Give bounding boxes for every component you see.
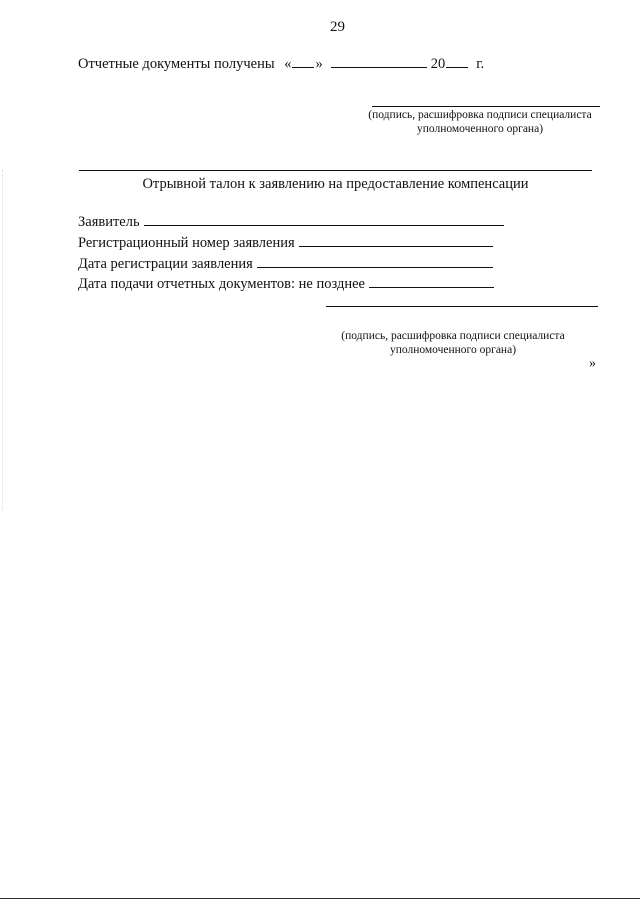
page-bottom-edge xyxy=(0,898,640,899)
page-number: 29 xyxy=(330,19,345,35)
applicant-field xyxy=(78,212,504,231)
documents-received-line xyxy=(78,53,484,73)
registration-date-field xyxy=(78,254,493,273)
open-quote: « xyxy=(284,56,292,72)
applicant-blank xyxy=(144,212,504,226)
registration-number-label: Регистрационный номер заявления xyxy=(78,235,295,251)
documents-received-label: Отчетные документы получены xyxy=(78,56,275,72)
year-blank xyxy=(446,53,468,68)
registration-number-field xyxy=(78,233,493,252)
deadline-blank xyxy=(369,274,494,288)
tear-off-cut-line xyxy=(79,170,592,171)
signature-line-1 xyxy=(372,106,600,107)
close-quote: » xyxy=(315,56,323,72)
closing-quote-mark: » xyxy=(589,356,596,371)
deadline-label: Дата подачи отчетных документов: не позднее xyxy=(78,276,365,292)
margin-scan-artifact xyxy=(2,170,4,510)
signature-caption-1: (подпись, расшифровка подписи специалиста уполномоченного органа) xyxy=(368,109,592,135)
registration-date-label: Дата регистрации заявления xyxy=(78,256,253,272)
deadline-field xyxy=(78,274,494,293)
tear-off-title: Отрывной талон к заявлению на предоставление компенсации xyxy=(142,176,529,192)
year-suffix: г. xyxy=(476,56,485,72)
day-blank xyxy=(292,53,314,68)
applicant-label: Заявитель xyxy=(78,214,140,230)
month-blank xyxy=(331,53,427,68)
registration-number-blank xyxy=(299,233,493,247)
signature-line-2 xyxy=(326,306,598,307)
signature-caption-2: (подпись, расшифровка подписи специалиста уполномоченного органа) xyxy=(341,330,565,356)
year-prefix: 20 xyxy=(430,56,446,72)
registration-date-blank xyxy=(257,254,493,268)
